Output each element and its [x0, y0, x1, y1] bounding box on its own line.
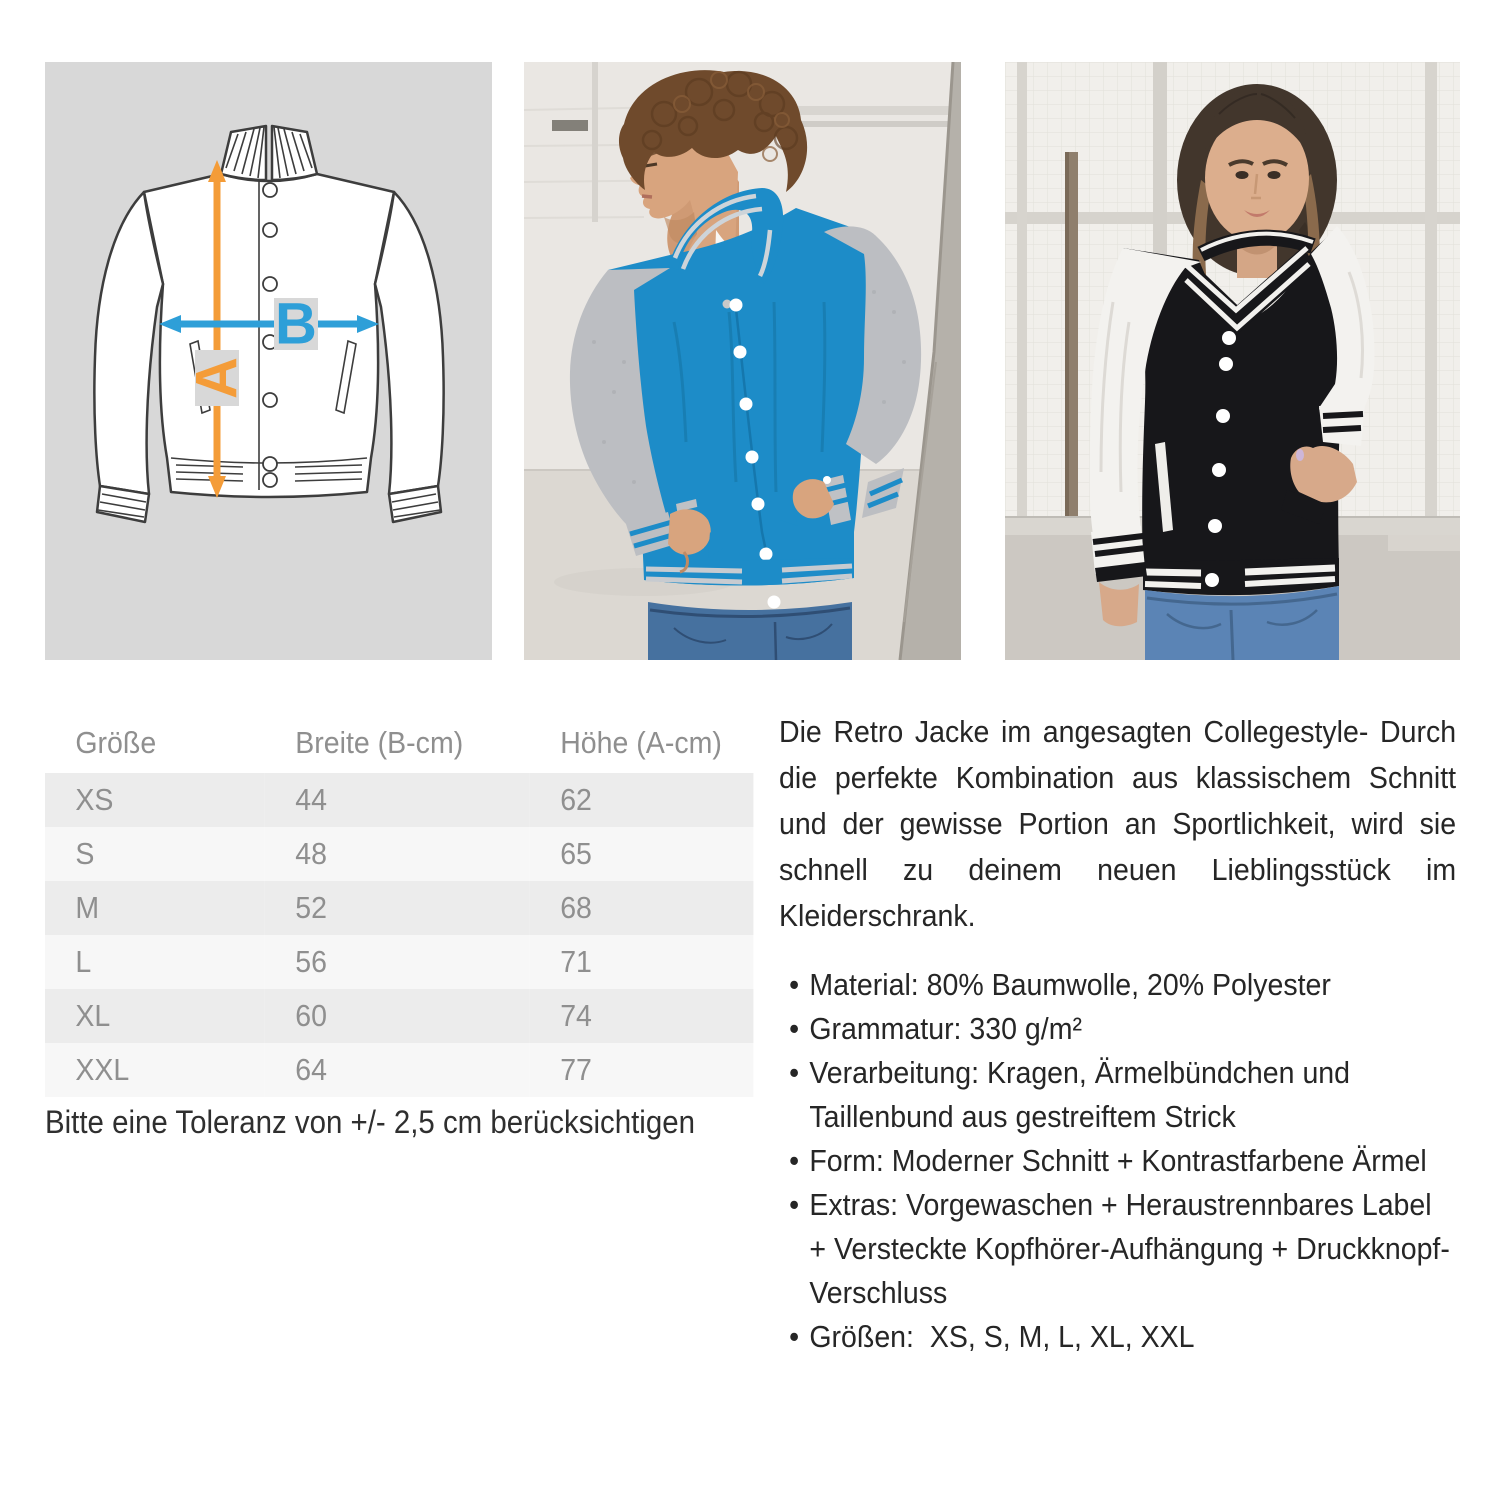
- description-intro: Die Retro Jacke im angesagten Collegestyle- Durch die perfekte Kombination aus klassischem Schnitt und der gewisse Portion an Sportlichkeit, wird sie schnell zu deinem neuen Lieblingsstück im Kleiderschrank.: [779, 714, 1457, 933]
- size-table-header-row: [45, 713, 753, 773]
- cell-breite: 64: [295, 1052, 327, 1087]
- column-header-hoehe: Höhe (A-cm): [560, 725, 722, 760]
- cell-size: L: [75, 944, 92, 979]
- cell-size: XS: [75, 782, 114, 817]
- hem-striped: [1143, 558, 1339, 595]
- cell-hoehe: 62: [560, 782, 592, 817]
- feature-groessen: • Größen: XS, S, M, L, XL, XXL: [779, 1315, 1456, 1359]
- cell-hoehe: 77: [560, 1052, 592, 1087]
- cell-size: S: [75, 836, 95, 871]
- table-row-l: [45, 935, 753, 989]
- cuff-right-striped: [1319, 404, 1365, 446]
- cell-hoehe: 71: [560, 944, 592, 979]
- feature-grammatur: • Grammatur: 330 g/m²: [779, 1007, 1456, 1051]
- size-table: [45, 713, 753, 1097]
- feature-extras: • Extras: Vorgewaschen + Heraustrennbares Label + Versteckte Kopfhörer-Aufhängung + Druckknopf-Verschluss: [779, 1183, 1456, 1315]
- table-row-xl: [45, 989, 753, 1043]
- table-row-xxl: [45, 1043, 753, 1097]
- cell-size: XL: [75, 998, 111, 1033]
- jeans: [1145, 586, 1339, 660]
- tolerance-note: Bitte eine Toleranz von +/- 2,5 cm berücksichtigen: [45, 1104, 695, 1140]
- product-photo-women: [1005, 62, 1460, 660]
- size-diagram-image: [45, 62, 492, 660]
- cell-breite: 56: [295, 944, 327, 979]
- cell-breite: 44: [295, 782, 327, 817]
- measure-label-b: B: [275, 291, 317, 357]
- cell-breite: 60: [295, 998, 327, 1033]
- photo-man-blue-jacket: [524, 62, 961, 660]
- product-photo-men: [524, 62, 961, 660]
- feature-verarbeitung: • Verarbeitung: Kragen, Ärmelbündchen und Taillenbund aus gestreiftem Strick: [779, 1051, 1456, 1139]
- feature-list: [779, 963, 1456, 1359]
- column-header-breite: Breite (B-cm): [295, 725, 464, 760]
- photo-woman-black-jacket: [1005, 62, 1460, 660]
- feature-form: • Form: Moderner Schnitt + Kontrastfarbene Ärmel: [779, 1139, 1456, 1183]
- cell-hoehe: 68: [560, 890, 592, 925]
- cell-breite: 48: [295, 836, 327, 871]
- product-description: [779, 709, 1456, 1359]
- cell-breite: 52: [295, 890, 327, 925]
- feature-material: • Material: 80% Baumwolle, 20% Polyester: [779, 963, 1456, 1007]
- column-header-groesse: Größe: [75, 725, 157, 760]
- cell-hoehe: 65: [560, 836, 592, 871]
- cell-size: M: [75, 890, 100, 925]
- cell-size: XXL: [75, 1052, 130, 1087]
- jacket-measure-diagram: [45, 62, 492, 660]
- table-row-xs: [45, 773, 753, 827]
- measure-label-a: A: [184, 357, 250, 399]
- table-row-s: [45, 827, 753, 881]
- cell-hoehe: 74: [560, 998, 592, 1033]
- size-table-section: [45, 713, 753, 1097]
- table-row-m: [45, 881, 753, 935]
- jeans: [648, 602, 852, 660]
